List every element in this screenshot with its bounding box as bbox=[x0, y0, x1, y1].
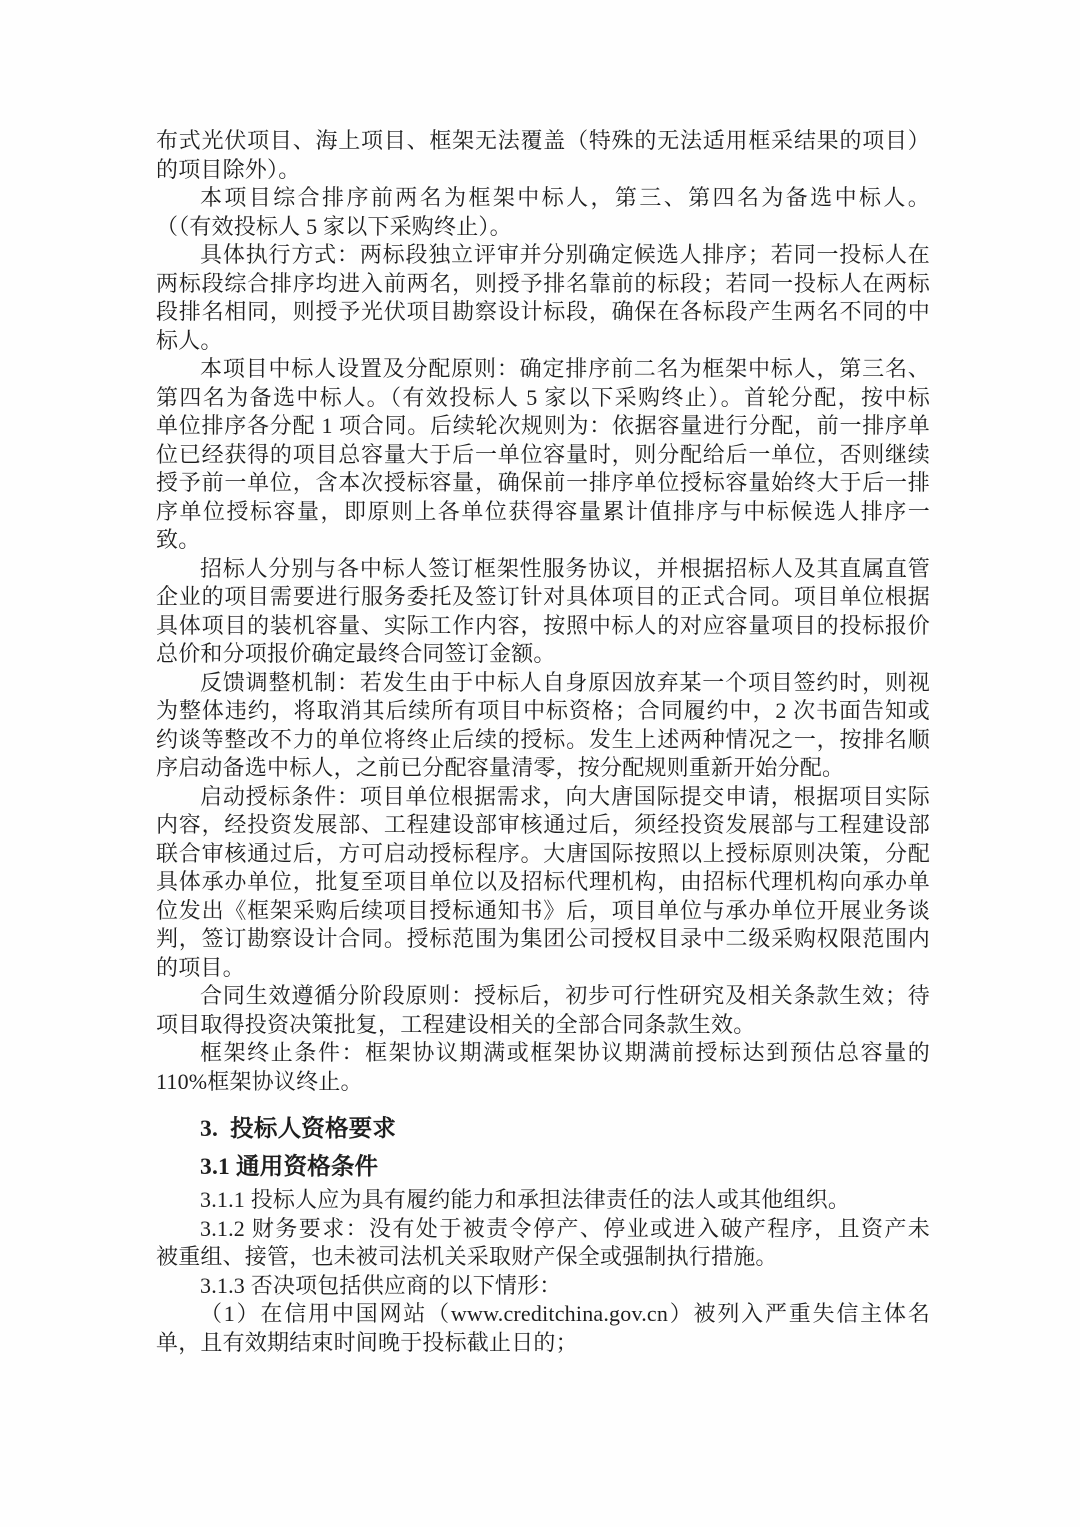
text-line: 致。 bbox=[156, 527, 201, 552]
paragraph bbox=[156, 184, 930, 241]
text-line: 框架终止条件：框架协议期满或框架协议期满前授标达到预估总容量的 bbox=[200, 1040, 930, 1065]
paragraph bbox=[156, 1272, 930, 1301]
text-line: 序单位授标容量，即原则上各单位获得容量累计值排序与中标候选人排序一 bbox=[156, 498, 930, 524]
text-line: （1）在信用中国网站（www.creditchina.gov.cn）被列入严重失信主体名 bbox=[200, 1301, 930, 1326]
text-line: 单位排序各分配 1 项合同。后续轮次规则为：依据容量进行分配，前一排序单 bbox=[156, 413, 930, 438]
text-line: 3. 投标人资格要求 bbox=[200, 1116, 397, 1142]
text-line: 序启动备选中标人，之前已分配容量清零，按分配规则重新开始分配。 bbox=[156, 755, 845, 780]
text-line: 被重组、接管，也未被司法机关采取财产保全或强制执行措施。 bbox=[156, 1244, 778, 1269]
text-line: 启动授标条件：项目单位根据需求，向大唐国际提交申请，根据项目实际 bbox=[200, 783, 930, 809]
text-line: 第四名为备选中标人。（有效投标人 5 家以下采购终止）。首轮分配，按中标 bbox=[156, 384, 930, 410]
text-line: 3.1.3 否决项包括供应商的以下情形： bbox=[200, 1272, 562, 1298]
text-line: 具体执行方式：两标段独立评审并分别确定候选人排序；若同一投标人在 bbox=[200, 242, 930, 267]
subsection-heading bbox=[156, 1148, 930, 1186]
text-line: 段排名相同，则授予光伏项目勘察设计标段，确保在各标段产生两名不同的中 bbox=[156, 299, 930, 324]
text-line: 判，签订勘察设计合同。授标范围为集团公司授权目录中二级采购权限范围内 bbox=[156, 926, 930, 951]
paragraph bbox=[156, 1300, 930, 1357]
paragraph bbox=[156, 783, 930, 983]
text-line: 联合审核通过后，方可启动授标程序。大唐国际按照以上授标原则决策，分配 bbox=[156, 840, 930, 866]
text-line: 具体承办单位，批复至项目单位以及招标代理机构，由招标代理机构向承办单 bbox=[156, 869, 930, 894]
text-line: 标人。 bbox=[156, 327, 223, 353]
paragraph bbox=[156, 355, 930, 555]
text-line: 3.1 通用资格条件 bbox=[200, 1154, 379, 1180]
text-line: 布式光伏项目、海上项目、框架无法覆盖（特殊的无法适用框采结果的项目） bbox=[156, 128, 930, 153]
text-line: 3.1.2 财务要求：没有处于被责令停产、停业或进入破产程序，且资产未 bbox=[200, 1215, 930, 1241]
document-content bbox=[156, 127, 930, 1357]
text-line: 项目取得投资决策批复，工程建设相关的全部合同条款生效。 bbox=[156, 1011, 756, 1037]
text-line: 招标人分别与各中标人签订框架性服务协议，并根据招标人及其直属直管 bbox=[200, 555, 930, 581]
paragraph bbox=[156, 127, 930, 184]
paragraph bbox=[156, 1215, 930, 1272]
text-line: 具体项目的装机容量、实际工作内容，按照中标人的对应容量项目的投标报价 bbox=[156, 612, 930, 638]
text-line: 授予前一单位，含本次授标容量，确保前一排序单位授标容量始终大于后一排 bbox=[156, 470, 930, 495]
text-line: 110%框架协议终止。 bbox=[156, 1068, 363, 1094]
text-line: 反馈调整机制：若发生由于中标人自身原因放弃某一个项目签约时，则视 bbox=[200, 669, 930, 695]
text-line: 约谈等整改不力的单位将终止后续的授标。发生上述两种情况之一，按排名顺 bbox=[156, 726, 930, 752]
text-line: 本项目综合排序前两名为框架中标人，第三、第四名为备选中标人。 bbox=[200, 185, 930, 210]
paragraph bbox=[156, 1039, 930, 1096]
paragraph bbox=[156, 555, 930, 669]
paragraph bbox=[156, 241, 930, 355]
text-line: 两标段综合排序均进入前两名，则授予排名靠前的标段；若同一投标人在两标 bbox=[156, 270, 930, 296]
text-line: 位发出《框架采购后续项目授标通知书》后，项目单位与承办单位开展业务谈 bbox=[156, 897, 930, 923]
text-line: （（有效投标人 5 家以下采购终止）。 bbox=[156, 213, 512, 239]
text-line: 3.1.1 投标人应为具有履约能力和承担法律责任的法人或其他组织。 bbox=[200, 1187, 851, 1212]
text-line: 合同生效遵循分阶段原则：授标后，初步可行性研究及相关条款生效；待 bbox=[200, 983, 930, 1008]
text-line: 的项目。 bbox=[156, 954, 245, 980]
text-line: 总价和分项报价确定最终合同签订金额。 bbox=[156, 641, 556, 666]
text-line: 为整体违约，将取消其后续所有项目中标资格；合同履约中，2 次书面告知或 bbox=[156, 698, 930, 723]
paragraph bbox=[156, 1186, 930, 1215]
text-line: 企业的项目需要进行服务委托及签订针对具体项目的正式合同。项目单位根据 bbox=[156, 584, 930, 609]
section-heading bbox=[156, 1110, 930, 1148]
text-line: 位已经获得的项目总容量大于后一单位容量时，则分配给后一单位，否则继续 bbox=[156, 441, 930, 467]
text-line: 的项目除外）。 bbox=[156, 156, 301, 182]
paragraph bbox=[156, 982, 930, 1039]
text-line: 本项目中标人设置及分配原则：确定排序前二名为框架中标人，第三名、 bbox=[200, 356, 930, 381]
text-line: 内容，经投资发展部、工程建设部审核通过后，须经投资发展部与工程建设部 bbox=[156, 812, 930, 837]
paragraph bbox=[156, 669, 930, 783]
text-line: 单，且有效期结束时间晚于投标截止日的； bbox=[156, 1329, 578, 1355]
